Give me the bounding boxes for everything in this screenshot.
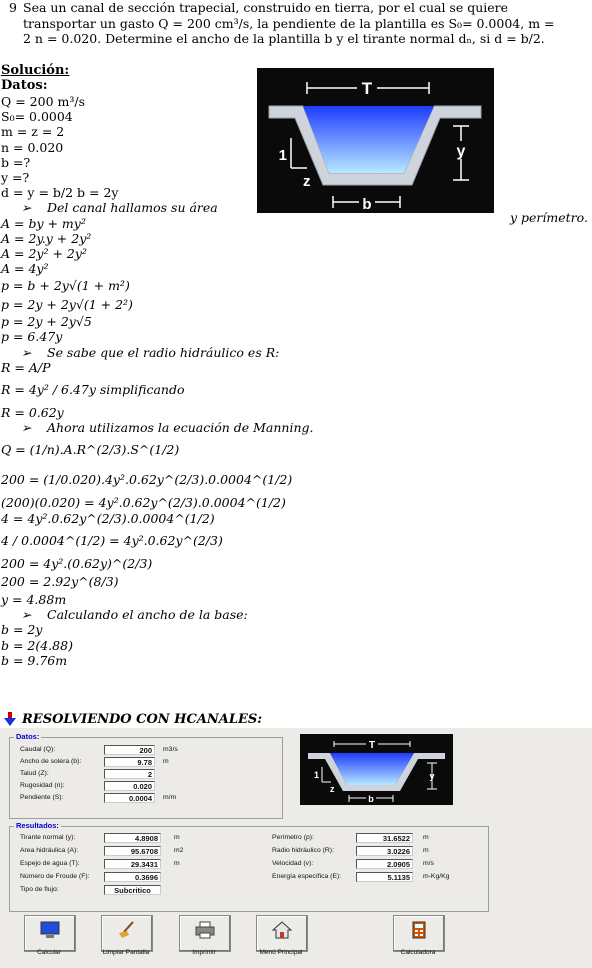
input-label: Pendiente (S): — [20, 794, 64, 801]
result-unit: m — [174, 860, 180, 867]
input-unit: m — [163, 758, 169, 765]
result-unit: m/s — [423, 860, 434, 867]
result-label: Radio hidráulico (R): — [272, 847, 334, 854]
pendiente-input[interactable]: 0.0004 — [104, 793, 155, 803]
radio-hidraulico-value: 3.0226 — [356, 846, 413, 856]
input-label: Rugosidad (n): — [20, 782, 65, 789]
equation-line: 200 = (1/0.020).4y².0.62y^(2/3).0.0004^(1/2) — [1, 472, 293, 488]
datos-line: m = z = 2 — [1, 124, 65, 140]
label-one: 1 — [278, 147, 287, 164]
step-radius-intro: ➢ Se sabe que el radio hidráulico es R: — [21, 344, 280, 360]
equation-line: A = 2y.y + 2y² — [1, 230, 92, 246]
equation-line: Q = (1/n).A.R^(2/3).S^(1/2) — [1, 442, 180, 458]
equation-line: A = 2y² + 2y² — [1, 245, 87, 261]
perimetro-value: 31.6522 — [356, 833, 413, 843]
label-b: b — [362, 196, 372, 213]
equation-line: p = 6.47y — [1, 329, 63, 345]
label-y: y — [456, 143, 466, 160]
equation-line: R = 4y² / 6.47y simplificando — [1, 382, 185, 397]
rugosidad-input[interactable]: 0.020 — [104, 781, 155, 791]
window-label-T: T — [368, 740, 376, 751]
printer-icon — [195, 921, 215, 939]
equation-line: (200)(0.020) = 4y².0.62y^(2/3).0.0004^(1/2) — [1, 495, 286, 511]
equation-line: p = 2y + 2y√5 — [1, 314, 92, 330]
equation-line: 200 = 2.92y^(8/3) — [1, 573, 119, 589]
calculator-icon — [409, 921, 429, 939]
input-unit: m3/s — [163, 746, 178, 753]
result-unit: m — [423, 847, 429, 854]
arrow-down-icon — [4, 712, 16, 726]
step-base-intro: ➢ Calculando el ancho de la base: — [21, 607, 248, 623]
imprimir-label: Imprimir — [192, 949, 216, 956]
input-label: Ancho de solera (b): — [20, 758, 82, 765]
broom-icon — [117, 921, 137, 939]
input-label: Caudal (Q): — [20, 746, 56, 753]
equation-line: A = 4y² — [1, 261, 49, 277]
equation-line: b = 2y — [1, 622, 43, 638]
problem-statement — [23, 0, 588, 47]
calcular-label: Calcular — [37, 949, 61, 956]
result-label: Perímetro (p): — [272, 834, 314, 841]
datos-line: S₀= 0.0004 — [1, 109, 73, 125]
area-intro-tail: y perímetro. — [510, 210, 588, 225]
equation-line: R = A/P — [1, 359, 51, 375]
input-unit: m/m — [163, 794, 177, 801]
result-label: Velocidad (v): — [272, 860, 314, 867]
calculadora-label: Calculadora — [400, 949, 436, 956]
result-unit: m-Kg/Kg — [423, 873, 450, 880]
result-label: Energía específica (E): — [272, 873, 342, 880]
espejo-agua-value: 29.3431 — [104, 859, 161, 869]
datos-title: Datos: — [1, 78, 48, 93]
calcular-button[interactable] — [24, 915, 76, 952]
datos-line: Q = 200 m³/s — [1, 94, 85, 109]
equation-line: b = 9.76m — [1, 652, 68, 668]
tirante-normal-value: 4.8908 — [104, 833, 161, 843]
computer-icon — [40, 921, 60, 939]
tipo-flujo-value: Subcritico — [104, 885, 161, 895]
problem-line-3: 2 n = 0.020. Determine el ancho de la plantilla b y el tirante normal dₙ, si d = b/2. — [23, 31, 545, 46]
menu-principal-label: Menú Principal — [259, 949, 303, 956]
froude-value: 0.3696 — [104, 872, 161, 882]
window-label-y: y — [429, 771, 435, 781]
hcanales-window — [0, 728, 592, 968]
solution-title: Solución: — [1, 63, 70, 78]
datos-line: n = 0.020 — [1, 139, 64, 155]
calculadora-button[interactable] — [393, 915, 445, 952]
solution-body — [1, 94, 314, 668]
equation-line: A = by + my² — [1, 215, 86, 231]
result-label: Tipo de flujo: — [20, 886, 59, 893]
window-label-z: z — [330, 784, 335, 794]
energia-especifica-value: 5.1135 — [356, 872, 413, 882]
window-label-one: 1 — [313, 770, 319, 780]
step-manning-intro: ➢ Ahora utilizamos la ecuación de Manning. — [21, 420, 314, 436]
result-label: Número de Froude (F): — [20, 873, 90, 880]
result-label: Tirante normal (y): — [20, 834, 76, 841]
result-label: Area hidráulica (A): — [20, 847, 79, 854]
equation-line: b = 2(4.88) — [1, 637, 73, 653]
equation-line: p = b + 2y√(1 + m²) — [1, 278, 130, 294]
results-group-title: Resultados: — [16, 821, 59, 830]
velocidad-value: 2.0905 — [356, 859, 413, 869]
hcanales-title: RESOLVIENDO CON HCANALES: — [22, 712, 263, 727]
equation-line: y = 4.88m — [1, 591, 67, 607]
result-unit: m — [174, 834, 180, 841]
label-T: T — [361, 79, 373, 98]
equation-line: p = 2y + 2y√(1 + 2²) — [1, 297, 133, 313]
area-hidraulica-value: 95.6708 — [104, 846, 161, 856]
result-unit: m2 — [174, 847, 184, 854]
result-unit: m — [423, 834, 429, 841]
problem-line-1: Sea un canal de sección trapecial, construido en tierra, por el cual se quiere — [23, 0, 509, 15]
window-label-b: b — [368, 794, 374, 804]
window-channel-diagram — [300, 734, 453, 805]
caudal-input[interactable]: 200 — [104, 745, 155, 755]
limpiar-pantalla-button[interactable] — [101, 915, 153, 952]
imprimir-button[interactable] — [179, 915, 231, 952]
equation-line: 200 = 4y².(0.62y)^(2/3) — [1, 555, 153, 571]
home-icon — [272, 921, 292, 939]
problem-line-2: transportar un gasto Q = 200 cm³/s, la pendiente de la plantilla es S₀= 0.0004, m = — [23, 15, 555, 31]
equation-line: R = 0.62y — [1, 405, 64, 420]
label-z: z — [303, 173, 311, 190]
ancho-solera-input[interactable]: 9.78 — [104, 757, 155, 767]
limpiar-pantalla-label: Limpiar Pantalla — [102, 949, 150, 956]
result-label: Espejo de agua (T): — [20, 860, 80, 867]
talud-input[interactable]: 2 — [104, 769, 155, 779]
equation-line: 4 = 4y².0.62y^(2/3).0.0004^(1/2) — [1, 510, 215, 526]
menu-principal-button[interactable] — [256, 915, 308, 952]
datos-line: d = y = b/2 b = 2y — [1, 185, 119, 201]
datos-line: b =? — [1, 154, 31, 170]
results-group — [9, 821, 489, 912]
equation-line: 4 / 0.0004^(1/2) = 4y².0.62y^(2/3) — [1, 532, 223, 548]
input-label: Talud (Z): — [20, 770, 49, 777]
step-area-intro: ➢ Del canal hallamos su área — [21, 200, 218, 216]
datos-line: y =? — [1, 169, 30, 185]
problem-number: 9 — [9, 0, 17, 15]
datos-group-title: Datos: — [16, 732, 40, 741]
